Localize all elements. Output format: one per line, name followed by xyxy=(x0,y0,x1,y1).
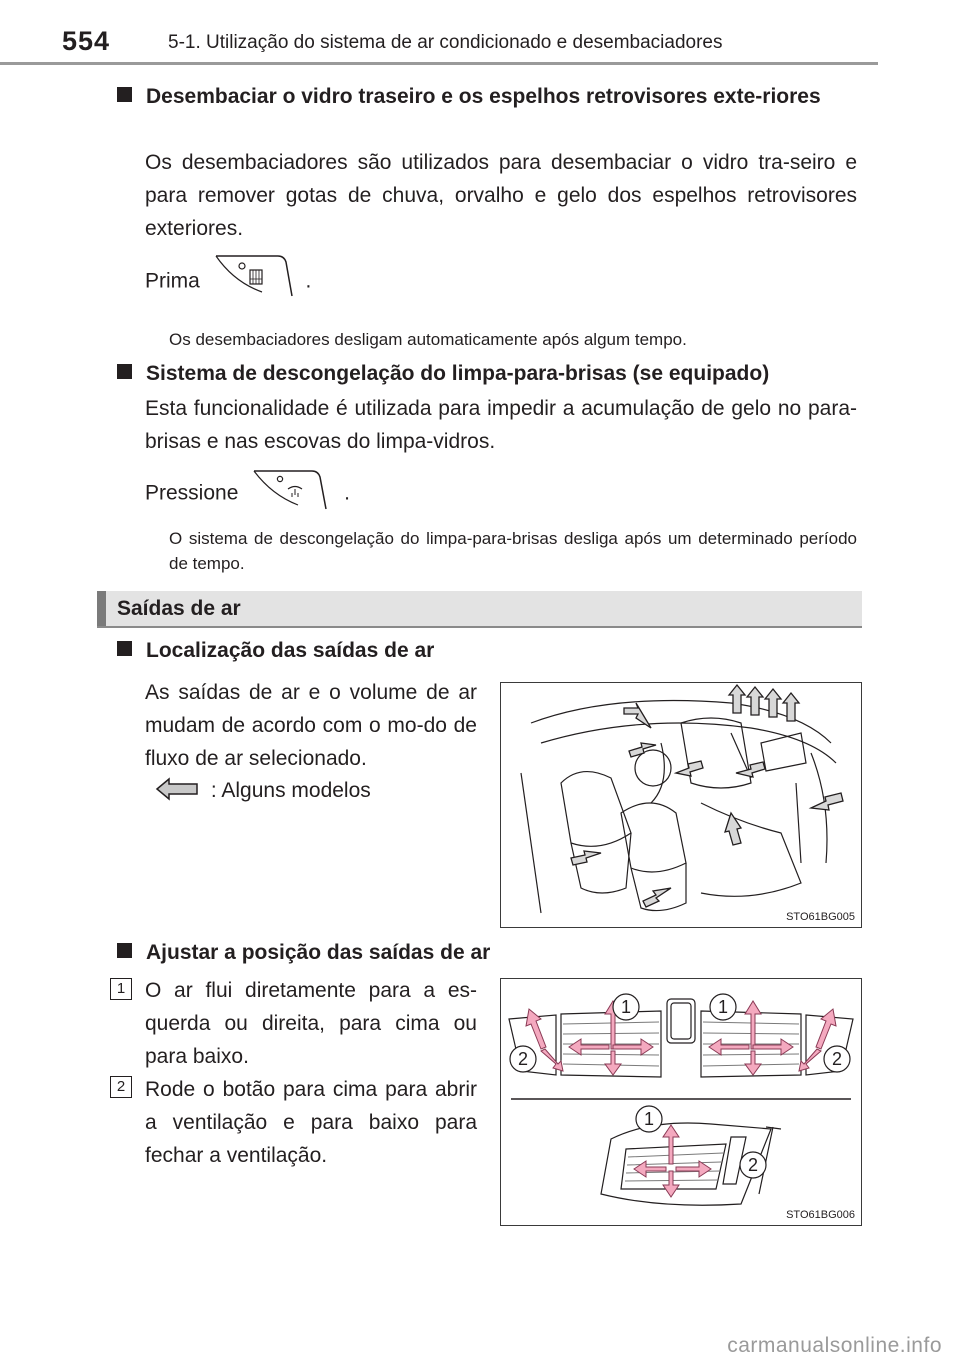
wiper-deicer-body: Esta funcionalidade é utilizada para impedir a acumulação de gelo no para-brisas e nas escovas do limpa-vidros. xyxy=(145,397,857,453)
bullet-square-icon xyxy=(117,87,132,102)
section-title: Saídas de ar xyxy=(117,597,241,620)
callout-1-label: 1 xyxy=(620,997,632,1017)
rear-defog-button-icon xyxy=(212,252,298,302)
vent-location-heading: Localização das saídas de ar xyxy=(117,634,617,667)
vent-location-body: As saídas de ar e o volume de ar mudam de acordo com o mo-do de fluxo de ar selecionado. xyxy=(145,681,477,770)
callout-2-label: 2 xyxy=(831,1049,843,1069)
bullet-square-icon xyxy=(117,641,132,656)
airflow-arrow-legend-icon xyxy=(155,777,199,801)
wiper-deicer-note: O sistema de descongelação do limpa-para-brisas desliga após um determinado período de tempo. xyxy=(169,529,857,573)
callout-1-label: 1 xyxy=(643,1109,655,1129)
step-number-1: 1 xyxy=(110,978,132,1000)
header-title: 5-1. Utilização do sistema de ar condicionado e desembaciadores xyxy=(168,32,723,53)
air-vents-illustration xyxy=(501,979,860,1224)
car-interior-illustration xyxy=(501,683,860,926)
vent-location-figure xyxy=(500,682,862,928)
callout-2-label: 2 xyxy=(517,1049,529,1069)
section-bar-edge xyxy=(97,591,106,626)
bullet-square-icon xyxy=(117,364,132,379)
wiper-deicer-button-icon xyxy=(250,467,336,513)
figure-code: STO61BG006 xyxy=(786,1209,855,1221)
callout-2-label: 2 xyxy=(747,1155,759,1175)
section-header-air-outlets xyxy=(97,591,862,628)
vent-adjust-step-2: Rode o botão para cima para abrir a ventilação e para baixo para fechar a ventilação. xyxy=(145,1078,477,1167)
step-number-2: 2 xyxy=(110,1076,132,1098)
vent-location-legend: : Alguns modelos xyxy=(155,774,475,808)
rear-defog-press: Prima . xyxy=(145,262,545,312)
rear-defog-body: Os desembaciadores são utilizados para desembaciar o vidro tra-seiro e para remover gotas de chuva, orvalho e gelo dos espelhos retrovisores exteriores. xyxy=(145,151,857,240)
figure-code: STO61BG005 xyxy=(786,911,855,923)
vent-adjust-figure xyxy=(500,978,862,1226)
wiper-deicer-heading: Sistema de descongelação do limpa-para-brisas (se equipado) xyxy=(117,357,862,390)
vent-adjust-step-1: O ar flui diretamente para a es-querda ou direita, para cima ou para baixo. xyxy=(145,979,477,1068)
vent-adjust-heading: Ajustar a posição das saídas de ar xyxy=(117,936,617,969)
rear-defog-heading: Desembaciar o vidro traseiro e os espelhos retrovisores exte-riores xyxy=(117,80,857,113)
page-number: 554 xyxy=(62,26,111,56)
callout-1-label: 1 xyxy=(717,997,729,1017)
bullet-square-icon xyxy=(117,943,132,958)
rear-defog-note: Os desembaciadores desligam automaticamente após algum tempo. xyxy=(169,330,687,349)
wiper-deicer-press: Pressione . xyxy=(145,475,545,525)
header-divider xyxy=(0,62,878,65)
footer-watermark[interactable]: carmanualsonline.info xyxy=(727,1334,942,1357)
